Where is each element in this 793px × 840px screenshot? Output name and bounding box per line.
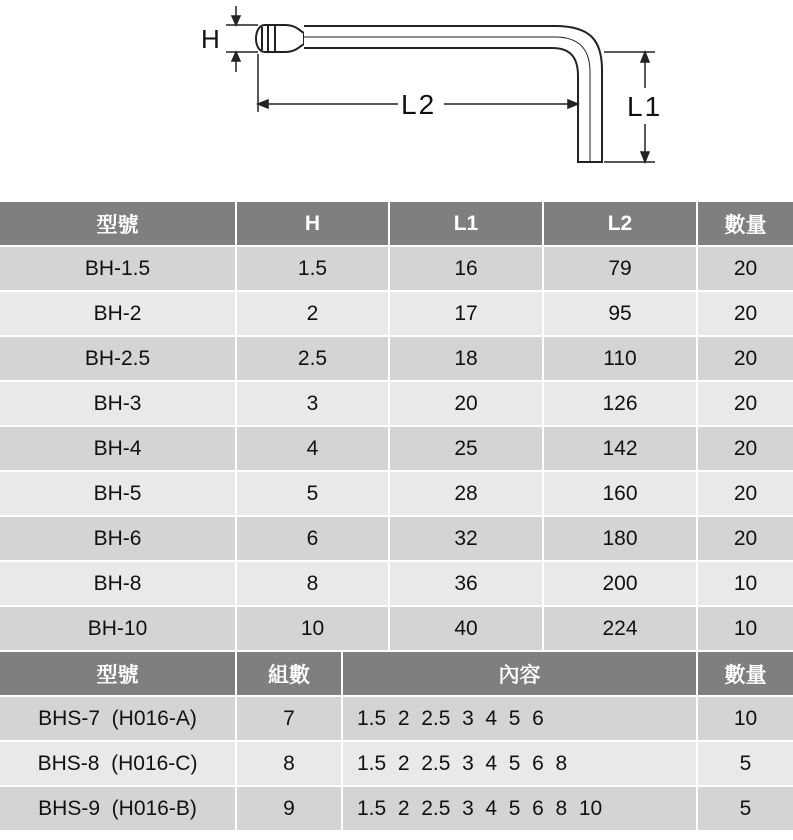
table-row: [0, 472, 793, 517]
cell-l1: 18: [390, 337, 544, 382]
cell-qty: 20: [698, 382, 793, 427]
table-row: [0, 787, 793, 832]
cell-model: BH-4: [0, 427, 237, 472]
cell-l2: 110: [544, 337, 698, 382]
cell-h: 2.5: [237, 337, 390, 382]
cell-l2: 95: [544, 292, 698, 337]
cell-set-count: 9: [237, 787, 343, 832]
header-h: H: [237, 202, 390, 247]
table-row: [0, 562, 793, 607]
cell-model: BH-2.5: [0, 337, 237, 382]
table-row: [0, 517, 793, 562]
dimension-h-label: H: [201, 24, 220, 54]
cell-qty: 10: [698, 562, 793, 607]
cell-h: 6: [237, 517, 390, 562]
header-qty: 數量: [698, 652, 793, 697]
cell-contents: 1.5 2 2.5 3 4 5 6 8 10: [343, 787, 698, 832]
cell-l1: 32: [390, 517, 544, 562]
cell-qty: 5: [698, 787, 793, 832]
cell-model: BH-8: [0, 562, 237, 607]
table-row: [0, 292, 793, 337]
cell-qty: 20: [698, 247, 793, 292]
cell-l2: 126: [544, 382, 698, 427]
cell-l2: 224: [544, 607, 698, 652]
header-contents: 內容: [343, 652, 698, 697]
cell-model: BH-5: [0, 472, 237, 517]
cell-l1: 36: [390, 562, 544, 607]
cell-l1: 17: [390, 292, 544, 337]
cell-qty: 20: [698, 427, 793, 472]
header-l2: L2: [544, 202, 698, 247]
dimension-l1-label: L1: [627, 91, 663, 122]
cell-contents: 1.5 2 2.5 3 4 5 6 8: [343, 742, 698, 787]
cell-model: BH-2: [0, 292, 237, 337]
cell-qty: 20: [698, 337, 793, 382]
table-row: [0, 742, 793, 787]
cell-l2: 79: [544, 247, 698, 292]
cell-l2: 180: [544, 517, 698, 562]
cell-contents: 1.5 2 2.5 3 4 5 6: [343, 697, 698, 742]
header-l1: L1: [390, 202, 544, 247]
header-set-count: 組數: [237, 652, 343, 697]
table-row: [0, 427, 793, 472]
spec-table-header: [0, 202, 793, 247]
cell-l2: 200: [544, 562, 698, 607]
spec-table: [0, 202, 793, 652]
cell-qty: 20: [698, 472, 793, 517]
hex-key-diagram: [0, 0, 793, 196]
cell-l1: 16: [390, 247, 544, 292]
table-row: [0, 607, 793, 652]
table-row: [0, 697, 793, 742]
cell-h: 5: [237, 472, 390, 517]
dimension-l2-label: L2: [401, 89, 437, 120]
cell-set-count: 8: [237, 742, 343, 787]
cell-h: 8: [237, 562, 390, 607]
cell-h: 1.5: [237, 247, 390, 292]
cell-h: 10: [237, 607, 390, 652]
set-table: [0, 652, 793, 832]
table-row: [0, 247, 793, 292]
header-model: 型號: [0, 202, 237, 247]
cell-qty: 20: [698, 292, 793, 337]
cell-l2: 142: [544, 427, 698, 472]
cell-set-count: 7: [237, 697, 343, 742]
cell-h: 2: [237, 292, 390, 337]
cell-model: BH-10: [0, 607, 237, 652]
cell-qty: 10: [698, 607, 793, 652]
cell-h: 3: [237, 382, 390, 427]
header-model: 型號: [0, 652, 237, 697]
header-qty: 數量: [698, 202, 793, 247]
cell-l1: 28: [390, 472, 544, 517]
cell-model: BHS-8 (H016-C): [0, 742, 237, 787]
cell-qty: 10: [698, 697, 793, 742]
cell-model: BH-6: [0, 517, 237, 562]
cell-qty: 20: [698, 517, 793, 562]
cell-model: BHS-7 (H016-A): [0, 697, 237, 742]
set-table-header: [0, 652, 793, 697]
cell-qty: 5: [698, 742, 793, 787]
cell-h: 4: [237, 427, 390, 472]
cell-l2: 160: [544, 472, 698, 517]
cell-l1: 40: [390, 607, 544, 652]
cell-model: BH-1.5: [0, 247, 237, 292]
cell-l1: 25: [390, 427, 544, 472]
cell-l1: 20: [390, 382, 544, 427]
table-row: [0, 382, 793, 427]
cell-model: BHS-9 (H016-B): [0, 787, 237, 832]
table-row: [0, 337, 793, 382]
dimension-h: [226, 6, 258, 72]
cell-model: BH-3: [0, 382, 237, 427]
